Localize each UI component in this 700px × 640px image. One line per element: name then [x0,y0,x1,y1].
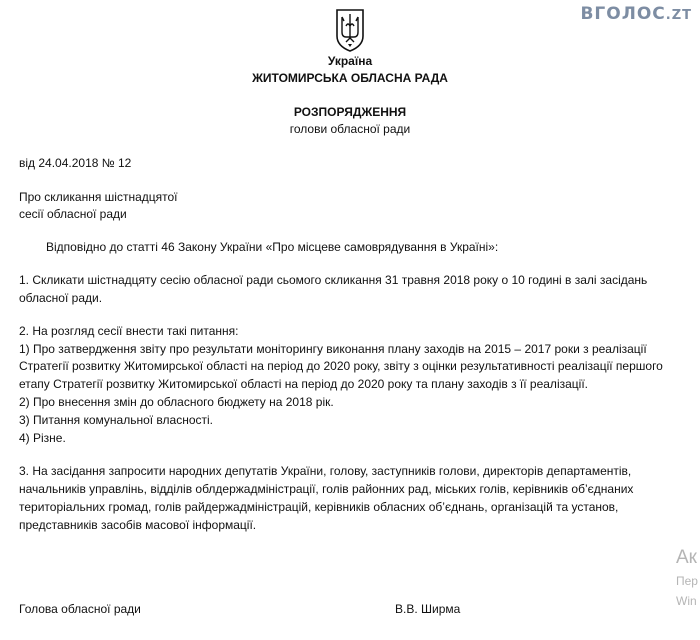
signature-name: В.В. Ширма [395,602,461,616]
os-watermark-title: Ак [676,547,697,568]
council-name: ЖИТОМИРСЬКА ОБЛАСНА РАДА [252,71,448,85]
subject-line: Про скликання шістнадцятої [19,190,178,204]
signature-position: Голова обласної ради [19,602,141,616]
site-logo-main: ВГОЛОС [580,4,666,24]
os-watermark-line: Пер [676,574,698,588]
country-name: Україна [327,54,373,68]
item-line: Стратегії розвитку Житомирської області на період до 2020 року, звіту з оцінки результативності реалізації першого [19,359,663,373]
document-date-number: від 24.04.2018 № 12 [19,156,132,170]
item-line: 2) Про внесення змін до обласного бюджету на 2018 рік. [19,395,334,409]
item-line: обласної ради. [19,291,103,305]
item-line: 1. Скликати шістнадцяту сесію обласної ради сьомого скликання 31 травня 2018 року о 10 годині в залі засідань [19,273,648,287]
document-type: РОЗПОРЯДЖЕННЯ [293,105,407,119]
site-logo [580,4,692,24]
coat-of-arms-icon [335,8,365,52]
item-line: етапу Стратегії розвитку Житомирської області на період до 2020 року та плану заходів з її реалізації. [19,377,588,391]
document-subtitle: голови обласної ради [289,122,411,136]
preamble: Відповідно до статті 46 Закону України «Про місцеве самоврядування в Україні»: [46,240,499,254]
item-line: 4) Різне. [19,431,66,445]
item-line: 3) Питання комунальної власності. [19,413,213,427]
site-logo-suffix: .ZT [665,8,692,23]
item-line: 3. На засідання запросити народних депутатів України, голову, заступників голови, директорів департаментів, [19,464,632,478]
item-line: 2. На розгляд сесії внести такі питання: [19,324,239,338]
item-line: начальників управлінь, відділів облдержадміністрації, голів районних рад, міських голів, керівників об’єднаних [19,482,634,496]
os-watermark-line: Win [676,594,697,608]
item-line: територіальних громад, голів райдержадміністрацій, керівників обласних об’єднань, організацій та установ, [19,500,619,514]
item-line: 1) Про затвердження звіту про результати моніторингу виконання плану заходів на 2015 – 2017 роки з реалізації [19,342,647,356]
item-line: представників засобів масової інформації. [19,518,257,532]
subject-line: сесії обласної ради [19,207,127,221]
